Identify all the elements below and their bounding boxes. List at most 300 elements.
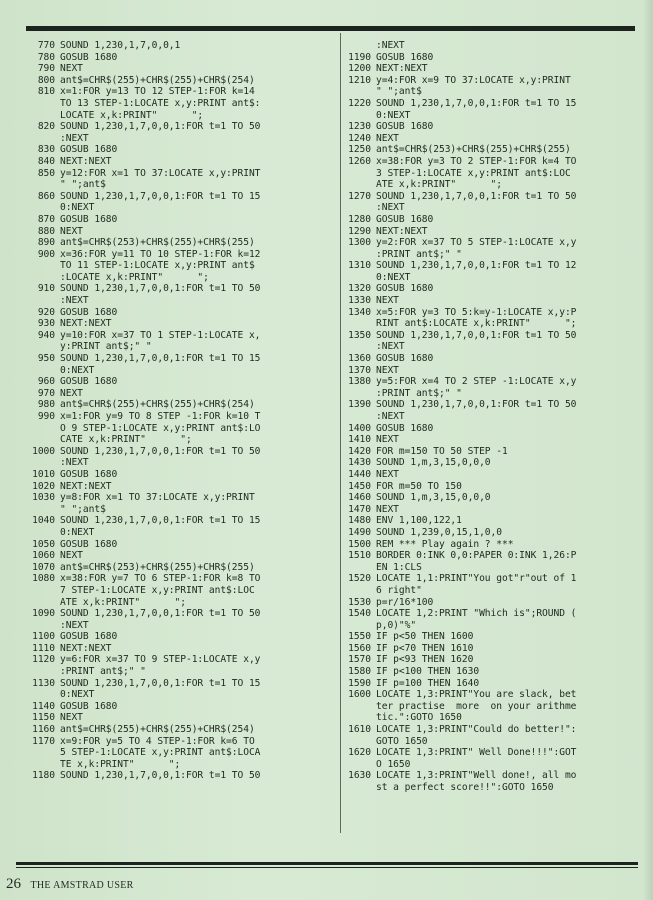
code-line — [338, 365, 638, 377]
line-number: 1300 — [348, 237, 371, 249]
code-line — [22, 515, 338, 527]
code-line — [22, 562, 338, 574]
code-line — [338, 527, 638, 539]
code-line — [338, 307, 638, 319]
code-text: SOUND 1,230,1,7,0,0,1:FOR t=1 TO 15 — [60, 353, 261, 365]
line-number: 920 — [37, 306, 55, 318]
code-line — [338, 550, 638, 562]
code-line — [22, 399, 338, 411]
line-number: 870 — [37, 213, 55, 225]
code-text: NEXT — [60, 225, 83, 237]
line-number — [22, 597, 55, 609]
code-text: ant$=CHR$(253)+CHR$(255)+CHR$(255) — [60, 237, 255, 249]
code-text: p,0)"%" — [376, 619, 417, 631]
code-line — [22, 411, 338, 423]
code-line — [22, 75, 338, 87]
line-number: 1160 — [32, 724, 55, 736]
line-number — [338, 86, 371, 98]
code-text: :NEXT — [376, 202, 405, 214]
code-line — [338, 295, 638, 307]
code-text: GOSUB 1680 — [60, 538, 118, 550]
line-number: 1390 — [348, 399, 371, 411]
line-number: 1140 — [32, 700, 55, 712]
code-text: NEXT:NEXT — [376, 225, 428, 237]
line-number: 880 — [37, 225, 55, 237]
code-text: NEXT — [376, 468, 399, 480]
code-text: 3 STEP-1:LOCATE x,y:PRINT ant$:LOC — [376, 167, 571, 179]
code-text: ant$=CHR$(255)+CHR$(255)+CHR$(254) — [60, 74, 255, 86]
line-number — [22, 666, 55, 678]
code-line — [22, 283, 338, 295]
code-text: GOSUB 1680 — [60, 631, 118, 643]
code-text: ATE x,k:PRINT" "; — [60, 596, 186, 608]
code-text: GOSUB 1680 — [376, 283, 434, 295]
code-text: IF p<50 THEN 1600 — [376, 631, 474, 643]
listing-column-left — [22, 40, 338, 782]
code-text: NEXT:NEXT — [60, 480, 112, 492]
line-number — [22, 747, 55, 759]
code-text: SOUND 1,230,1,7,0,0,1:FOR t=1 TO 50 — [60, 121, 261, 133]
code-text: SOUND 1,230,1,7,0,0,1:FOR t=1 TO 50 — [376, 329, 577, 341]
line-number: 1510 — [348, 550, 371, 562]
code-text: NEXT — [60, 387, 83, 399]
line-number — [22, 295, 55, 307]
line-number: 1380 — [348, 376, 371, 388]
line-number: 1630 — [348, 770, 371, 782]
line-number: 1070 — [32, 561, 55, 573]
code-line — [22, 133, 338, 145]
line-number: 790 — [37, 63, 55, 75]
code-line — [22, 770, 338, 782]
code-line — [338, 237, 638, 249]
code-line — [22, 191, 338, 203]
line-number — [22, 202, 55, 214]
code-line — [338, 492, 638, 504]
line-number: 930 — [37, 318, 55, 330]
line-number — [22, 585, 55, 597]
page-number: 26 — [6, 876, 21, 892]
code-text: GOSUB 1680 — [60, 376, 118, 388]
line-number — [22, 133, 55, 145]
line-number — [22, 527, 55, 539]
line-number — [338, 712, 371, 724]
code-line — [22, 179, 338, 191]
line-number — [22, 260, 55, 272]
line-number: 1370 — [348, 364, 371, 376]
top-rule — [26, 26, 635, 31]
code-line — [338, 515, 638, 527]
code-line — [22, 701, 338, 713]
code-line — [22, 678, 338, 690]
line-number: 810 — [37, 86, 55, 98]
code-text: y=12:FOR x=1 TO 37:LOCATE x,y:PRINT — [60, 167, 261, 179]
code-text: y=5:FOR x=4 TO 2 STEP -1:LOCATE x,y — [376, 376, 577, 388]
code-text: SOUND 1,230,1,7,0,0,1:FOR t=1 TO 15 — [376, 97, 577, 109]
code-line — [22, 63, 338, 75]
code-text: 0:NEXT — [60, 364, 95, 376]
code-line — [22, 110, 338, 122]
code-line — [338, 724, 638, 736]
code-text: NEXT — [376, 295, 399, 307]
code-line — [338, 597, 638, 609]
code-line — [338, 330, 638, 342]
line-number: 1590 — [348, 677, 371, 689]
code-text: RINT ant$:LOCATE x,k:PRINT" "; — [376, 318, 577, 330]
code-text: LOCATE 1,3:PRINT"Could do better!": — [376, 724, 577, 736]
line-number — [338, 318, 371, 330]
code-line — [338, 388, 638, 400]
line-number: 940 — [37, 329, 55, 341]
line-number: 1060 — [32, 550, 55, 562]
code-line — [22, 666, 338, 678]
code-line — [22, 86, 338, 98]
code-line — [22, 585, 338, 597]
code-line — [338, 86, 638, 98]
code-line — [338, 446, 638, 458]
code-text: :NEXT — [376, 40, 405, 51]
line-number: 1000 — [32, 445, 55, 457]
line-number — [338, 179, 371, 191]
line-number: 1030 — [32, 492, 55, 504]
code-text: :NEXT — [60, 457, 89, 469]
code-text: FOR m=150 TO 50 STEP -1 — [376, 445, 508, 457]
code-line — [338, 689, 638, 701]
code-text: GOSUB 1680 — [376, 353, 434, 365]
code-text: :PRINT ant$;" " — [376, 387, 462, 399]
code-text: x=9:FOR y=5 TO 4 STEP-1:FOR k=6 TO — [60, 735, 255, 747]
code-line — [22, 539, 338, 551]
code-line — [22, 550, 338, 562]
code-line — [338, 747, 638, 759]
line-number: 1220 — [348, 97, 371, 109]
code-text: SOUND 1,230,1,7,0,0,1:FOR t=1 TO 50 — [60, 445, 261, 457]
line-number: 800 — [37, 74, 55, 86]
code-line — [338, 469, 638, 481]
line-number: 780 — [37, 51, 55, 63]
code-text: LOCATE x,k:PRINT" "; — [60, 109, 204, 121]
code-line — [22, 643, 338, 655]
code-line — [338, 608, 638, 620]
code-text: GOSUB 1680 — [60, 468, 118, 480]
line-number: 1580 — [348, 666, 371, 678]
code-text: LOCATE 1,3:PRINT"You are slack, bet — [376, 689, 577, 701]
code-text: SOUND 1,m,3,15,0,0,0 — [376, 492, 491, 504]
code-line — [338, 283, 638, 295]
code-text: ant$=CHR$(255)+CHR$(255)+CHR$(254) — [60, 399, 255, 411]
line-number — [338, 202, 371, 214]
code-line — [22, 40, 338, 52]
code-text: LOCATE 1,2:PRINT "Which is";ROUND ( — [376, 608, 577, 620]
code-line — [338, 654, 638, 666]
line-number — [22, 423, 55, 435]
code-line — [22, 504, 338, 516]
code-text: SOUND 1,230,1,7,0,0,1:FOR t=1 TO 15 — [60, 190, 261, 202]
line-number: 1290 — [348, 225, 371, 237]
line-number — [338, 736, 371, 748]
code-line — [22, 388, 338, 400]
line-number: 1360 — [348, 353, 371, 365]
code-text: NEXT:NEXT — [376, 63, 428, 75]
code-text: :NEXT — [60, 295, 89, 307]
code-line — [338, 770, 638, 782]
code-line — [22, 52, 338, 64]
line-number: 1490 — [348, 526, 371, 538]
code-line — [338, 434, 638, 446]
code-text: BORDER 0:INK 0,0:PAPER 0:INK 1,26:P — [376, 550, 577, 562]
code-text: 0:NEXT — [376, 109, 411, 121]
code-line — [338, 75, 638, 87]
line-number: 990 — [37, 411, 55, 422]
code-text: GOSUB 1680 — [376, 121, 434, 133]
line-number: 770 — [37, 40, 55, 51]
code-line — [22, 736, 338, 748]
code-text: LOCATE 1,1:PRINT"You got"r"out of 1 — [376, 573, 577, 585]
line-number: 1170 — [32, 735, 55, 747]
line-number: 1190 — [348, 51, 371, 63]
code-line — [22, 365, 338, 377]
line-number: 960 — [37, 376, 55, 388]
code-text: NEXT — [376, 132, 399, 144]
code-text: 0:NEXT — [60, 526, 95, 538]
line-number — [338, 168, 371, 180]
line-number: 1410 — [348, 434, 371, 446]
code-line — [22, 423, 338, 435]
code-text: CATE x,k:PRINT" "; — [60, 434, 192, 446]
line-number: 1280 — [348, 213, 371, 225]
code-line — [22, 98, 338, 110]
code-text: O 1650 — [376, 758, 411, 770]
code-line — [338, 376, 638, 388]
line-number: 1570 — [348, 654, 371, 666]
code-text: GOSUB 1680 — [376, 422, 434, 434]
code-line — [338, 121, 638, 133]
line-number: 1340 — [348, 306, 371, 318]
code-line — [338, 678, 638, 690]
code-text: x=1:FOR y=13 TO 12 STEP-1:FOR k=14 — [60, 86, 255, 98]
line-number: 1520 — [348, 573, 371, 585]
code-line — [22, 654, 338, 666]
code-text: :NEXT — [376, 341, 405, 353]
line-number: 1460 — [348, 492, 371, 504]
code-line — [338, 249, 638, 261]
code-text: O 9 STEP-1:LOCATE x,y:PRINT ant$:LO — [60, 422, 261, 434]
line-number: 1250 — [348, 144, 371, 156]
code-line — [338, 168, 638, 180]
code-line — [22, 597, 338, 609]
code-line — [338, 318, 638, 330]
line-number: 1020 — [32, 480, 55, 492]
code-line — [22, 121, 338, 133]
code-text: ant$=CHR$(255)+CHR$(255)+CHR$(254) — [60, 724, 255, 736]
line-number: 1430 — [348, 457, 371, 469]
code-line — [338, 620, 638, 632]
line-number — [22, 341, 55, 353]
code-line — [22, 376, 338, 388]
code-line — [22, 527, 338, 539]
line-number: 1050 — [32, 538, 55, 550]
line-number: 910 — [37, 283, 55, 295]
code-line — [338, 272, 638, 284]
line-number: 900 — [37, 248, 55, 260]
code-line — [22, 457, 338, 469]
line-number: 1010 — [32, 468, 55, 480]
page-footer — [6, 876, 134, 893]
code-line — [22, 724, 338, 736]
code-line — [22, 492, 338, 504]
code-text: 0:NEXT — [60, 689, 95, 701]
line-number: 1310 — [348, 260, 371, 272]
code-line — [22, 341, 338, 353]
code-text: :NEXT — [60, 132, 89, 144]
line-number — [22, 759, 55, 771]
code-text: REM *** Play again ? *** — [376, 538, 514, 550]
code-line — [338, 643, 638, 655]
code-text: IF p<100 THEN 1630 — [376, 666, 480, 678]
code-text: x=38:FOR y=3 TO 2 STEP-1:FOR k=4 TO — [376, 155, 577, 167]
code-text: " ";ant$ — [60, 179, 106, 191]
code-text: SOUND 1,230,1,7,0,0,1:FOR t=1 TO 50 — [60, 283, 261, 295]
code-line — [338, 423, 638, 435]
code-text: GOSUB 1680 — [60, 51, 118, 63]
code-text: GOSUB 1680 — [60, 213, 118, 225]
code-line — [22, 272, 338, 284]
line-number: 860 — [37, 190, 55, 202]
code-line — [338, 63, 638, 75]
line-number — [338, 759, 371, 771]
line-number — [22, 179, 55, 191]
line-number — [22, 98, 55, 110]
code-line — [22, 759, 338, 771]
line-number: 1610 — [348, 724, 371, 736]
code-line — [338, 631, 638, 643]
code-text: SOUND 1,230,1,7,0,0,1:FOR t=1 TO 50 — [60, 770, 261, 782]
line-number — [338, 562, 371, 574]
line-number: 1320 — [348, 283, 371, 295]
line-number: 1420 — [348, 445, 371, 457]
line-number: 1560 — [348, 642, 371, 654]
line-number — [338, 249, 371, 261]
code-text: ant$=CHR$(253)+CHR$(255)+CHR$(255) — [60, 561, 255, 573]
code-text: NEXT:NEXT — [60, 318, 112, 330]
code-text: ter practise more on your arithme — [376, 700, 577, 712]
code-line — [22, 156, 338, 168]
line-number: 1600 — [348, 689, 371, 701]
line-number — [338, 701, 371, 713]
code-line — [338, 573, 638, 585]
code-text: GOSUB 1680 — [376, 213, 434, 225]
code-text: TO 11 STEP-1:LOCATE x,y:PRINT ant$ — [60, 260, 255, 272]
line-number: 1150 — [32, 712, 55, 724]
line-number: 1120 — [32, 654, 55, 666]
code-line — [338, 666, 638, 678]
code-line — [338, 156, 638, 168]
code-line — [22, 689, 338, 701]
code-text: :NEXT — [60, 619, 89, 631]
line-number — [22, 504, 55, 516]
code-text: EN 1:CLS — [376, 561, 422, 573]
code-text: SOUND 1,230,1,7,0,0,1:FOR t=1 TO 50 — [376, 399, 577, 411]
line-number: 820 — [37, 121, 55, 133]
line-number: 1210 — [348, 74, 371, 86]
line-number — [338, 411, 371, 423]
code-text: LOCATE 1,3:PRINT"Well done!, all mo — [376, 770, 577, 782]
code-text: NEXT:NEXT — [60, 642, 112, 654]
code-text: ENV 1,100,122,1 — [376, 515, 462, 527]
code-text: ATE x,k:PRINT" "; — [376, 179, 502, 191]
line-number: 1240 — [348, 132, 371, 144]
code-text: " ";ant$ — [376, 86, 422, 98]
code-text: 0:NEXT — [376, 271, 411, 283]
code-line — [22, 214, 338, 226]
line-number — [22, 620, 55, 632]
code-text: :PRINT ant$;" " — [60, 666, 146, 678]
code-text: p=r/16*100 — [376, 596, 434, 608]
code-text: " ";ant$ — [60, 503, 106, 515]
code-text: y=2:FOR x=37 TO 5 STEP-1:LOCATE x,y — [376, 237, 577, 249]
code-text: x=36:FOR y=11 TO 10 STEP-1:FOR k=12 — [60, 248, 261, 260]
line-number: 1270 — [348, 190, 371, 202]
line-number: 1330 — [348, 295, 371, 307]
code-line — [338, 712, 638, 724]
line-number — [22, 689, 55, 701]
code-line — [22, 318, 338, 330]
line-number — [338, 388, 371, 400]
code-text: 5 STEP-1:LOCATE x,y:PRINT ant$:LOCA — [60, 747, 261, 759]
code-line — [338, 585, 638, 597]
line-number: 970 — [37, 387, 55, 399]
code-text: NEXT — [376, 434, 399, 446]
line-number: 1540 — [348, 608, 371, 620]
code-text: y:PRINT ant$;" " — [60, 341, 152, 353]
code-line — [338, 202, 638, 214]
code-text: x=1:FOR y=9 TO 8 STEP -1:FOR k=10 T — [60, 411, 261, 422]
code-line — [338, 214, 638, 226]
code-line — [338, 110, 638, 122]
code-text: SOUND 1,230,1,7,0,0,1 — [60, 40, 181, 51]
code-line — [338, 40, 638, 52]
code-line — [338, 260, 638, 272]
line-number: 1090 — [32, 608, 55, 620]
code-line — [338, 539, 638, 551]
code-line — [338, 759, 638, 771]
line-number: 1100 — [32, 631, 55, 643]
code-text: NEXT:NEXT — [60, 155, 112, 167]
code-text: IF p<70 THEN 1610 — [376, 642, 474, 654]
line-number — [338, 341, 371, 353]
code-line — [338, 399, 638, 411]
code-text: y=4:FOR x=9 TO 37:LOCATE x,y:PRINT — [376, 74, 571, 86]
code-line — [22, 712, 338, 724]
line-number — [338, 620, 371, 632]
line-number: 1260 — [348, 155, 371, 167]
code-line — [338, 736, 638, 748]
code-line — [22, 469, 338, 481]
code-line — [22, 144, 338, 156]
code-line — [22, 747, 338, 759]
line-number: 1500 — [348, 538, 371, 550]
code-line — [22, 307, 338, 319]
code-text: NEXT — [376, 503, 399, 515]
line-number: 1400 — [348, 422, 371, 434]
line-number: 1450 — [348, 480, 371, 492]
code-text: y=8:FOR x=1 TO 37:LOCATE x,y:PRINT — [60, 492, 255, 504]
line-number — [22, 272, 55, 284]
code-text: GOSUB 1680 — [60, 700, 118, 712]
line-number: 1480 — [348, 515, 371, 527]
code-line — [338, 341, 638, 353]
code-text: 7 STEP-1:LOCATE x,y:PRINT ant$:LOC — [60, 584, 255, 596]
code-text: x=5:FOR y=3 TO 5:k=y-1:LOCATE x,y:P — [376, 306, 577, 318]
